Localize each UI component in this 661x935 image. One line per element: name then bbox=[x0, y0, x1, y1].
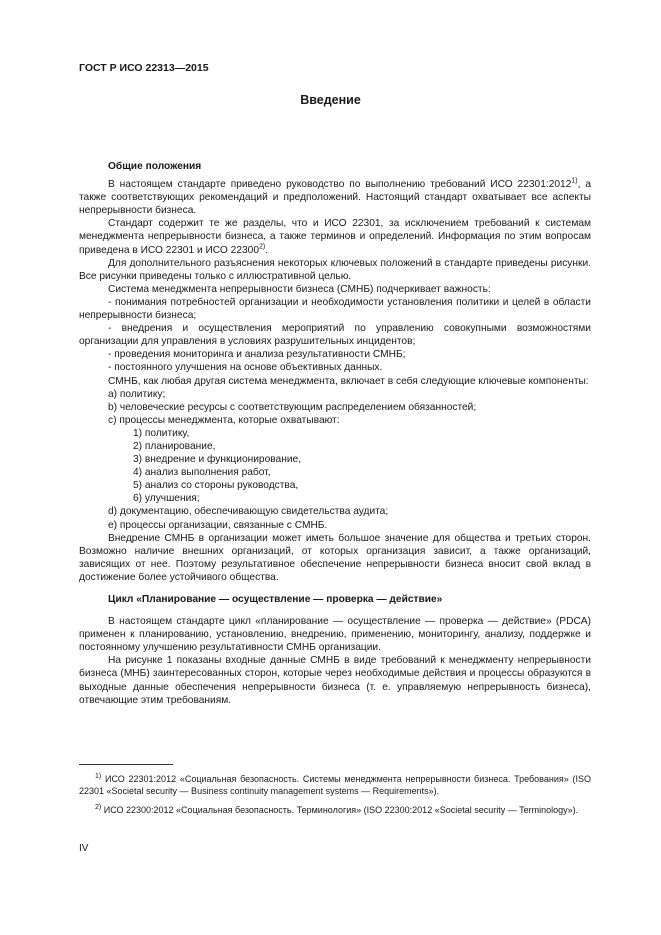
footnote-ref: 2) bbox=[259, 243, 266, 251]
paragraph: Для дополнительного разъяснения некоторых ключевых положений в стандарте приведены рисунки. Все рисунки приведены только с иллюстративной целью. bbox=[79, 257, 591, 282]
sub-list-item: 6) улучшения; bbox=[133, 493, 200, 505]
list-item: c) процессы менеджмента, которые охватывают: bbox=[108, 414, 340, 426]
section-heading-general: Общие положения bbox=[108, 161, 202, 172]
section-heading-pdca: Цикл «Планирование — осуществление — проверка — действие» bbox=[108, 594, 443, 605]
page-title: Введение bbox=[300, 93, 361, 107]
list-item: a) политику; bbox=[108, 388, 166, 400]
paragraph: СМНБ, как любая другая система менеджмента, включает в себя следующие ключевые компоненты: bbox=[108, 375, 589, 387]
footnote-ref: 1) bbox=[571, 177, 578, 185]
standard-header: ГОСТ Р ИСО 22313—2015 bbox=[79, 62, 209, 74]
list-item: b) человеческие ресурсы с соответствующим распределением обязанностей; bbox=[108, 401, 477, 413]
sub-list-item: 5) анализ со стороны руководства, bbox=[133, 480, 299, 492]
list-item: - проведения мониторинга и анализа результативности СМНБ; bbox=[108, 349, 406, 361]
paragraph: Внедрение СМНБ в организации может иметь большое значение для общества и третьих сторон. Возможно наличие внешних организаций, от которых организация зависит, а также организаций, зависящих от нее. Поэтому результативное обеспечение непрерывности бизнеса вносит свой вклад в достижение более устойчивого общества. bbox=[79, 532, 591, 583]
list-item: e) процессы организации, связанные с СМНБ. bbox=[108, 519, 328, 531]
sub-list-item: 4) анализ выполнения работ, bbox=[133, 467, 271, 479]
footnote-divider bbox=[79, 764, 173, 765]
list-item: - постоянного улучшения на основе объективных данных. bbox=[108, 362, 383, 374]
list-item: - внедрения и осуществления мероприятий по управлению совокупными возможностями организации для управления в условиях разрушительных инцидентов; bbox=[79, 323, 591, 348]
sub-list-item: 2) планирование, bbox=[133, 440, 216, 452]
paragraph: В настоящем стандарте приведено руководство по выполнению требований ИСО 22301:2012$^{1)}$, а также соответствующих рекомендаций и предположений. Настоящий стандарт охватывает все аспекты непрерывности бизнеса. bbox=[79, 177, 591, 217]
paragraph: В настоящем стандарте цикл «планирование — осуществление — проверка — действие» (PDCA) применен к планированию, установлению, внедрению, применению, мониторингу, анализу, поддержке и постоянному улучшению результативности СМНБ организации. bbox=[79, 616, 591, 654]
paragraph: Система менеджмента непрерывности бизнеса (СМНБ) подчеркивает важность: bbox=[108, 283, 491, 295]
page-number: IV bbox=[79, 843, 89, 854]
footnote: $^{2)}$ ИСО 22300:2012 «Социальная безопасность. Терминология» (ISO 22300:2012 «Societal security — Terminology»). bbox=[95, 804, 579, 815]
list-item: - понимания потребностей организации и необходимости установления политики и целей в области непрерывности бизнеса; bbox=[79, 296, 591, 322]
footnote: $^{1)}$ ИСО 22301:2012 «Социальная безопасность. Системы менеджмента непрерывности бизнеса. Требования» (ISO 22301 «Societal security — Business continuity management systems — Requirements»). bbox=[79, 773, 591, 796]
paragraph: Стандарт содержит те же разделы, что и ИСО 22301, за исключением требований к системам менеджмента непрерывности бизнеса, а также терминов и определений. Информация по этим вопросам приведена в ИСО 22301 и ИСО 22300$^{2)}$. bbox=[79, 218, 591, 256]
sub-list-item: 1) политику, bbox=[133, 427, 190, 439]
sub-list-item: 3) внедрение и функционирование, bbox=[133, 454, 302, 466]
paragraph: На рисунке 1 показаны входные данные СМНБ в виде требований к менеджменту непрерывности бизнеса (МНБ) заинтересованных сторон, которые через необходимые действия и процессы образуются в выходные данные обеспечения непрерывности бизнеса (т. е. управляемую непрерывность бизнеса), отвечающие этим требованиям. bbox=[79, 655, 591, 706]
body-text bbox=[79, 160, 591, 707]
list-item: d) документацию, обеспечивающую свидетельства аудита; bbox=[108, 506, 389, 518]
